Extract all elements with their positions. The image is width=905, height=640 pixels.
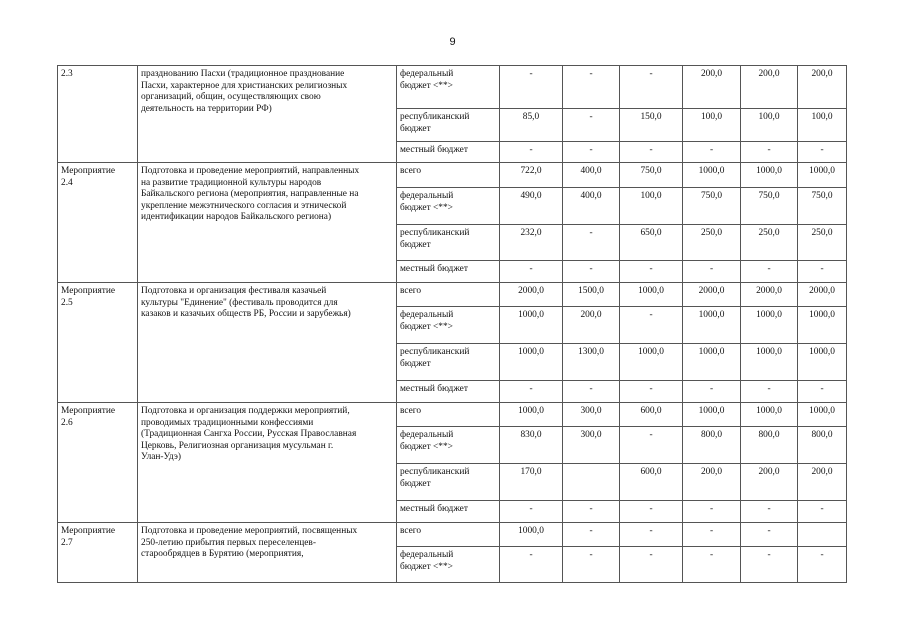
amount-cell: 650,0 <box>620 225 683 261</box>
amount-cell: 1000,0 <box>741 307 798 344</box>
measure-label: Мероприятие 2.4 <box>58 163 138 283</box>
amount-cell: 170,0 <box>500 464 563 501</box>
amount-cell: 750,0 <box>798 188 847 225</box>
amount-cell: - <box>500 547 563 583</box>
amount-cell: 722,0 <box>500 163 563 188</box>
amount-cell: - <box>500 66 563 109</box>
amount-cell: 300,0 <box>563 403 620 427</box>
funding-source: республиканский бюджет <box>397 225 500 261</box>
amount-cell: 250,0 <box>683 225 741 261</box>
amount-cell: - <box>563 142 620 163</box>
amount-cell: - <box>563 66 620 109</box>
measure-description: Подготовка и проведение мероприятий, направленных на развитие традиционной культуры народов Байкальского региона (мероприятия, направленные на укрепление межэтнического согласия и этнической идентификации народов Байкальского региона) <box>138 163 397 283</box>
measure-description: Подготовка и организация фестиваля казачьей культуры "Единение" (фестиваль проводится для казаков и казачьих обществ РБ, России и зарубежья) <box>138 283 397 403</box>
budget-table-body <box>58 66 847 583</box>
amount-cell: - <box>500 501 563 523</box>
amount-cell: 200,0 <box>798 464 847 501</box>
amount-cell: - <box>683 261 741 283</box>
table-row <box>58 403 847 427</box>
amount-cell: - <box>741 501 798 523</box>
amount-cell: - <box>741 547 798 583</box>
amount-cell: 85,0 <box>500 109 563 142</box>
amount-cell: 100,0 <box>620 188 683 225</box>
amount-cell: 2000,0 <box>798 283 847 307</box>
amount-cell: - <box>620 427 683 464</box>
amount-cell: 1000,0 <box>683 307 741 344</box>
funding-source: всего <box>397 283 500 307</box>
amount-cell: 300,0 <box>563 427 620 464</box>
measure-label: Мероприятие 2.6 <box>58 403 138 523</box>
amount-cell: 200,0 <box>741 66 798 109</box>
amount-cell: - <box>741 381 798 403</box>
funding-source: республиканский бюджет <box>397 109 500 142</box>
funding-source: республиканский бюджет <box>397 344 500 381</box>
amount-cell: 1000,0 <box>798 307 847 344</box>
measure-description: Подготовка и организация поддержки мероприятий, проводимых традиционными конфессиями (Традиционная Сангха России, Русская Православная Церковь, Религиозная организация мусульман г. Улан-Удэ) <box>138 403 397 523</box>
amount-cell: - <box>620 66 683 109</box>
funding-source: всего <box>397 523 500 547</box>
amount-cell: 1000,0 <box>683 344 741 381</box>
amount-cell: 200,0 <box>683 464 741 501</box>
measure-label: 2.3 <box>58 66 138 163</box>
amount-cell: 1500,0 <box>563 283 620 307</box>
amount-cell: - <box>798 381 847 403</box>
amount-cell: 200,0 <box>563 307 620 344</box>
amount-cell: - <box>563 547 620 583</box>
amount-cell: 830,0 <box>500 427 563 464</box>
amount-cell: - <box>683 523 741 547</box>
amount-cell: - <box>500 142 563 163</box>
amount-cell <box>798 523 847 547</box>
amount-cell: 1000,0 <box>741 163 798 188</box>
amount-cell: 1000,0 <box>500 344 563 381</box>
amount-cell: - <box>620 523 683 547</box>
amount-cell: - <box>563 261 620 283</box>
amount-cell: - <box>500 261 563 283</box>
funding-source: местный бюджет <box>397 261 500 283</box>
amount-cell: 1000,0 <box>683 403 741 427</box>
amount-cell: 490,0 <box>500 188 563 225</box>
amount-cell: 800,0 <box>798 427 847 464</box>
amount-cell: - <box>620 261 683 283</box>
amount-cell: - <box>620 381 683 403</box>
funding-source: местный бюджет <box>397 381 500 403</box>
amount-cell: - <box>798 501 847 523</box>
amount-cell: - <box>620 547 683 583</box>
table-row <box>58 66 847 109</box>
budget-table <box>57 65 847 583</box>
funding-source: всего <box>397 163 500 188</box>
amount-cell: - <box>798 547 847 583</box>
amount-cell: - <box>798 142 847 163</box>
funding-source: федеральный бюджет <**> <box>397 307 500 344</box>
amount-cell: 1000,0 <box>798 163 847 188</box>
amount-cell: 200,0 <box>798 66 847 109</box>
amount-cell: - <box>500 381 563 403</box>
page-number: 9 <box>449 36 456 48</box>
amount-cell: 100,0 <box>741 109 798 142</box>
table-row <box>58 163 847 188</box>
amount-cell: 150,0 <box>620 109 683 142</box>
amount-cell: 600,0 <box>620 464 683 501</box>
amount-cell: - <box>683 501 741 523</box>
amount-cell: 1000,0 <box>741 344 798 381</box>
amount-cell: - <box>741 523 798 547</box>
measure-label: Мероприятие 2.5 <box>58 283 138 403</box>
amount-cell: - <box>683 381 741 403</box>
amount-cell: - <box>620 501 683 523</box>
amount-cell: - <box>563 109 620 142</box>
funding-source: местный бюджет <box>397 142 500 163</box>
amount-cell: 1000,0 <box>683 163 741 188</box>
amount-cell: 100,0 <box>683 109 741 142</box>
amount-cell: - <box>563 225 620 261</box>
amount-cell: 1000,0 <box>500 307 563 344</box>
amount-cell: 750,0 <box>620 163 683 188</box>
amount-cell: 400,0 <box>563 163 620 188</box>
amount-cell: - <box>683 142 741 163</box>
funding-source: республиканский бюджет <box>397 464 500 501</box>
measure-description: празднованию Пасхи (традиционное празднование Пасхи, характерное для христианских религиозных организаций, общин, осуществляющих свою деятельность на территории РФ) <box>138 66 397 163</box>
amount-cell: 232,0 <box>500 225 563 261</box>
amount-cell: 600,0 <box>620 403 683 427</box>
funding-source: местный бюджет <box>397 501 500 523</box>
amount-cell: 750,0 <box>683 188 741 225</box>
amount-cell: 1000,0 <box>500 523 563 547</box>
amount-cell: 400,0 <box>563 188 620 225</box>
amount-cell: 800,0 <box>683 427 741 464</box>
amount-cell: 2000,0 <box>500 283 563 307</box>
amount-cell: 1000,0 <box>798 344 847 381</box>
funding-source: федеральный бюджет <**> <box>397 427 500 464</box>
table-row <box>58 283 847 307</box>
amount-cell: 2000,0 <box>683 283 741 307</box>
amount-cell: 200,0 <box>683 66 741 109</box>
funding-source: федеральный бюджет <**> <box>397 66 500 109</box>
amount-cell: 800,0 <box>741 427 798 464</box>
funding-source: федеральный бюджет <**> <box>397 188 500 225</box>
amount-cell: - <box>620 307 683 344</box>
amount-cell: 100,0 <box>798 109 847 142</box>
amount-cell: - <box>741 142 798 163</box>
amount-cell: - <box>798 261 847 283</box>
funding-source: всего <box>397 403 500 427</box>
amount-cell: - <box>563 381 620 403</box>
amount-cell: 1300,0 <box>563 344 620 381</box>
amount-cell: 1000,0 <box>741 403 798 427</box>
amount-cell: 750,0 <box>741 188 798 225</box>
amount-cell: 250,0 <box>741 225 798 261</box>
amount-cell: 2000,0 <box>741 283 798 307</box>
amount-cell: 1000,0 <box>620 283 683 307</box>
table-row <box>58 523 847 547</box>
measure-label: Мероприятие 2.7 <box>58 523 138 583</box>
amount-cell: - <box>563 501 620 523</box>
amount-cell: 1000,0 <box>798 403 847 427</box>
amount-cell: - <box>741 261 798 283</box>
amount-cell: - <box>683 547 741 583</box>
amount-cell: - <box>563 523 620 547</box>
amount-cell <box>563 464 620 501</box>
amount-cell: - <box>620 142 683 163</box>
amount-cell: 250,0 <box>798 225 847 261</box>
measure-description: Подготовка и проведение мероприятий, посвященных 250-летию прибытия первых переселенцев- старообрядцев в Бурятию (мероприятия, <box>138 523 397 583</box>
amount-cell: 1000,0 <box>500 403 563 427</box>
amount-cell: 1000,0 <box>620 344 683 381</box>
funding-source: федеральный бюджет <**> <box>397 547 500 583</box>
amount-cell: 200,0 <box>741 464 798 501</box>
